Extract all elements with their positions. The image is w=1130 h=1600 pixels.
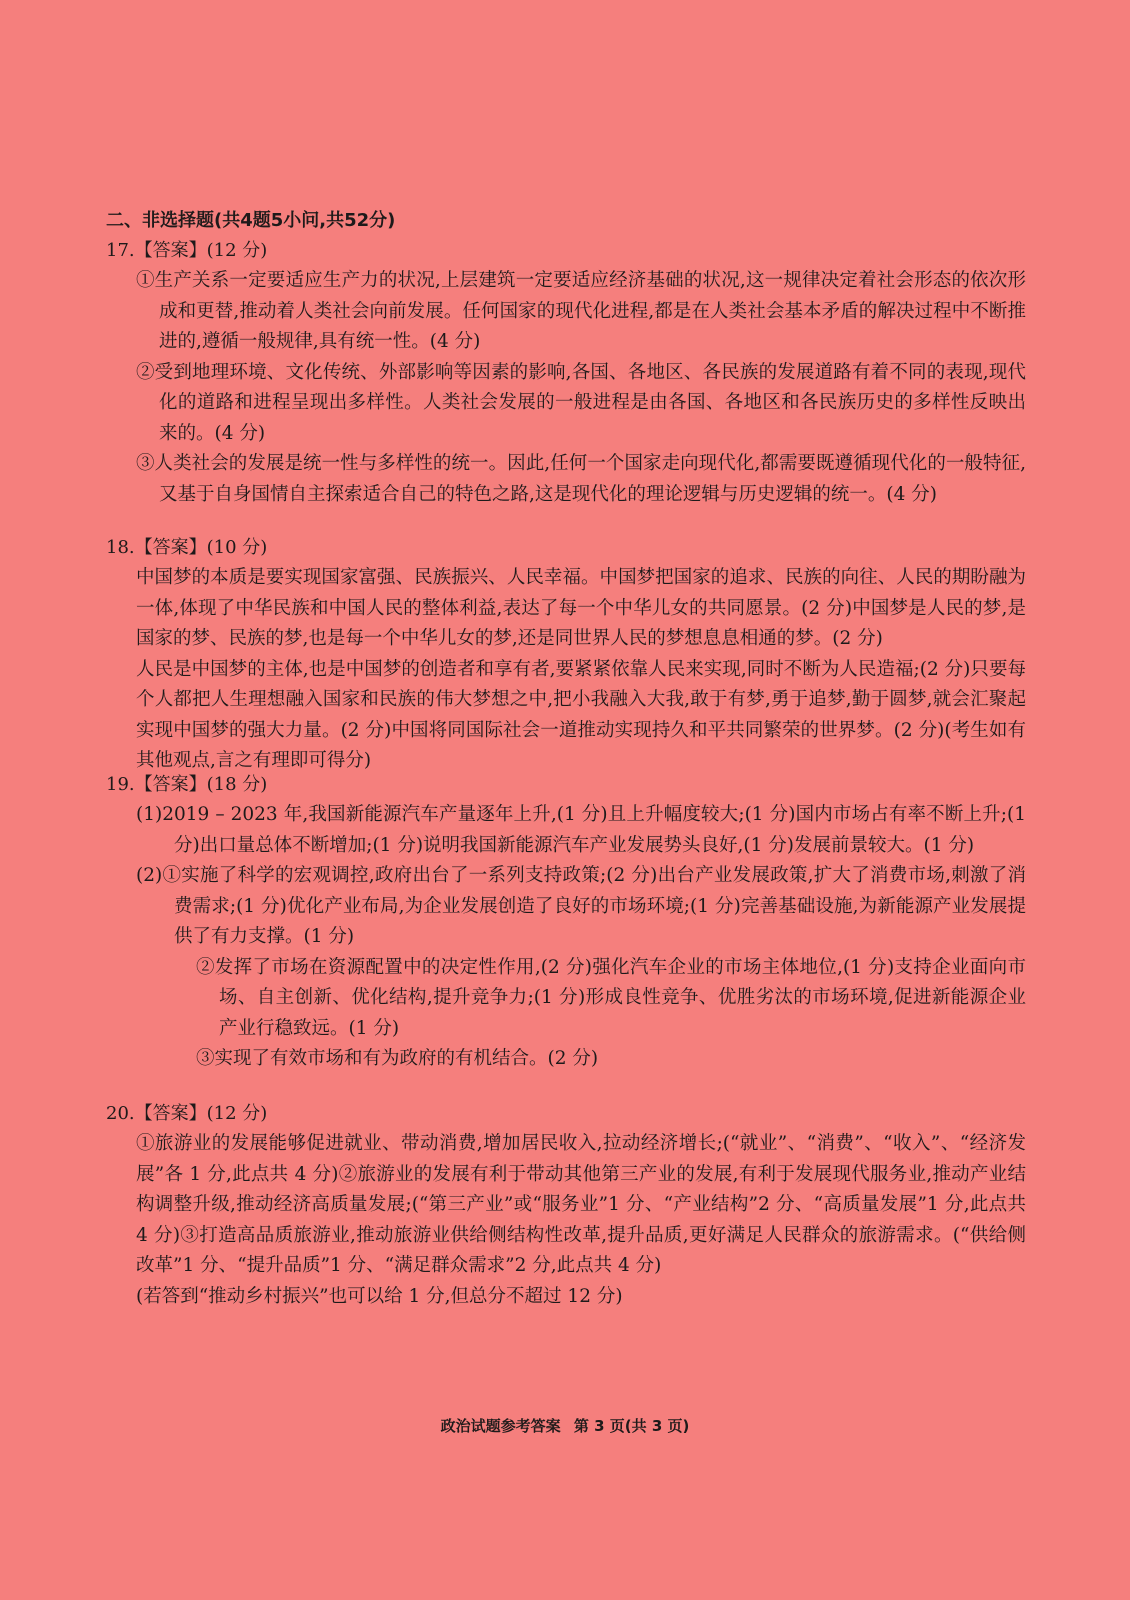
section-title: 二、非选择题(共4题5小问,共52分) xyxy=(106,210,396,231)
footer-page-number: 第 3 页(共 3 页) xyxy=(573,1417,690,1435)
question-17-point-2: ②受到地理环境、文化传统、外部影响等因素的影响,各国、各地区、各民族的发展道路有着不同的表现,现代化的道路和进程呈现出多样性。人类社会发展的一般进程是由各国、各地区和各民族历史的多样性反映出来的。(4 分) xyxy=(136,361,1026,444)
footer-title: 政治试题参考答案 xyxy=(440,1417,561,1435)
question-20-paragraph: ①旅游业的发展能够促进就业、带动消费,增加居民收入,拉动经济增长;(“就业”、“消费”、“收入”、“经济发展”各 1 分,此点共 4 分)②旅游业的发展有利于带动其他第三产业的发展,有利于发展现代服务业,推动产业结构调整升级,推动经济高质量发展;(“第三产业”或“服务业”1 分、“产业结构”2 分、“高质量发展”1 分,此点共 4 分)③打造高品质旅游业,推动旅游业供给侧结构性改革,提升品质,更好满足人民群众的旅游需求。(“供给侧改革”1 分、“提升品质”1 分、“满足群众需求”2 分,此点共 4 分) xyxy=(136,1133,1026,1276)
question-17-heading: 17.【答案】(12 分) xyxy=(106,240,268,261)
question-19-part-2-point-3: ③实现了有效市场和有为政府的有机结合。(2 分) xyxy=(196,1048,599,1069)
question-18 xyxy=(106,533,1026,777)
question-18-heading: 18.【答案】(10 分) xyxy=(106,537,268,558)
question-19-heading: 19.【答案】(18 分) xyxy=(106,774,268,795)
question-17 xyxy=(106,236,1026,510)
question-17-point-1: ①生产关系一定要适应生产力的状况,上层建筑一定要适应经济基础的状况,这一规律决定着社会形态的依次形成和更替,推动着人类社会向前发展。任何国家的现代化进程,都是在人类社会基本矛盾的解决过程中不断推进的,遵循一般规律,具有统一性。(4 分) xyxy=(136,270,1026,352)
question-18-paragraph-1: 中国梦的本质是要实现国家富强、民族振兴、人民幸福。中国梦把国家的追求、民族的向往、人民的期盼融为一体,体现了中华民族和中国人民的整体利益,表达了每一个中华儿女的共同愿景。(2 分)中国梦是人民的梦,是国家的梦、民族的梦,也是每一个中华儿女的梦,还是同世界人民的梦想息息相通的梦。(2 分) xyxy=(136,567,1026,649)
question-19-part-1: (1)2019 – 2023 年,我国新能源汽车产量逐年上升,(1 分)且上升幅度较大;(1 分)国内市场占有率不断上升;(1 分)出口量总体不断增加;(1 分)说明我国新能源汽车产业发展势头良好,(1 分)发展前景较大。(1 分) xyxy=(136,804,1026,856)
question-19-part-2-point-1: (2)①实施了科学的宏观调控,政府出台了一系列支持政策;(2 分)出台产业发展政策,扩大了消费市场,刺激了消费需求;(1 分)优化产业布局,为企业发展创造了良好的市场环境;(1 分)完善基础设施,为新能源产业发展提供了有力支撑。(1 分) xyxy=(136,865,1026,947)
question-20-heading: 20.【答案】(12 分) xyxy=(106,1103,268,1124)
page-footer xyxy=(0,1415,1130,1437)
question-20-note: (若答到“推动乡村振兴”也可以给 1 分,但总分不超过 12 分) xyxy=(136,1285,623,1307)
question-18-paragraph-2: 人民是中国梦的主体,也是中国梦的创造者和享有者,要紧紧依靠人民来实现,同时不断为人民造福;(2 分)只要每个人都把人生理想融入国家和民族的伟大梦想之中,把小我融入大我,敢于有梦,勇于追梦,勤于圆梦,就会汇聚起实现中国梦的强大力量。(2 分)中国将同国际社会一道推动实现持久和平共同繁荣的世界梦。(2 分)(考生如有其他观点,言之有理即可得分) xyxy=(136,658,1026,771)
question-17-point-3: ③人类社会的发展是统一性与多样性的统一。因此,任何一个国家走向现代化,都需要既遵循现代化的一般特征,又基于自身国情自主探索适合自己的特色之路,这是现代化的理论逻辑与历史逻辑的统一。(4 分) xyxy=(136,453,1026,505)
question-20 xyxy=(106,1099,1026,1312)
question-19 xyxy=(106,770,1026,1075)
question-19-part-2-point-2: ②发挥了市场在资源配置中的决定性作用,(2 分)强化汽车企业的市场主体地位,(1 分)支持企业面向市场、自主创新、优化结构,提升竞争力;(1 分)形成良性竞争、优胜劣汰的市场环境,促进新能源企业产业行稳致远。(1 分) xyxy=(196,956,1026,1039)
